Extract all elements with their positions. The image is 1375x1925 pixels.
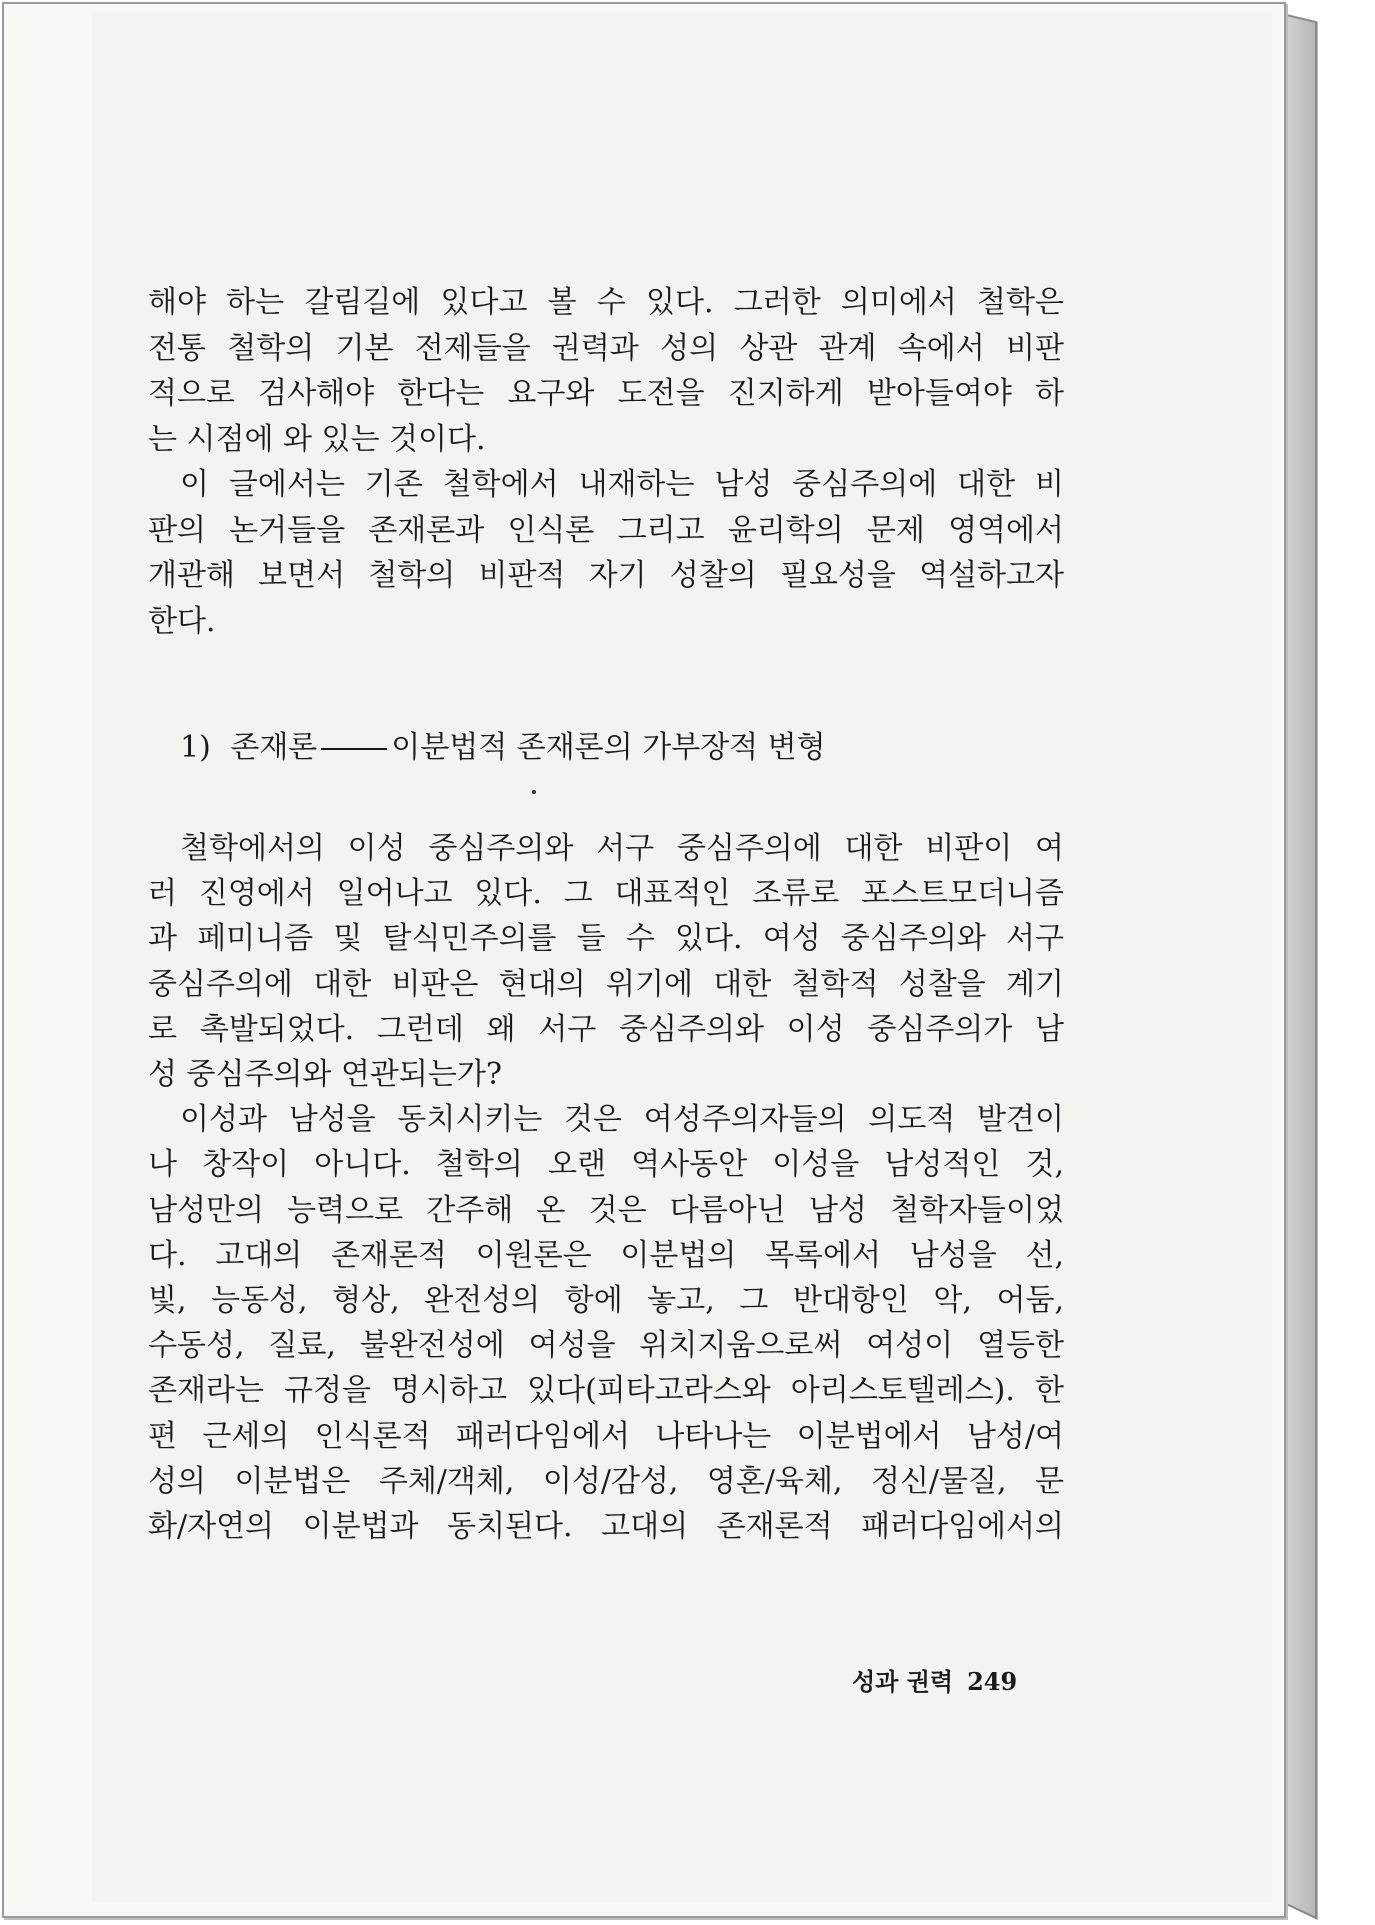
text-line: 해야 하는 갈림길에 있다고 볼 수 있다. 그러한 의미에서 철학은 [148, 285, 1064, 320]
running-title: 성과 권력 [852, 1667, 954, 1696]
page-edge-stack [1282, 4, 1318, 1920]
text-line: 전통 철학의 기본 전제들을 권력과 성의 상관 관계 속에서 비판 [148, 330, 1064, 366]
section-number: 1) [180, 730, 211, 765]
text-line: 적으로 검사해야 한다는 요구와 도전을 진지하게 받아들여야 하 [148, 376, 1064, 411]
text-line: 편 근세의 인식론적 패러다임에서 나타나는 이분법에서 남성/여 [148, 1418, 1064, 1454]
text-line: 과 페미니즘 및 탈식민주의를 들 수 있다. 여성 중심주의와 서구 [148, 921, 1064, 957]
text-line: 러 진영에서 일어나고 있다. 그 대표적인 조류로 포스트모더니즘 [148, 876, 1064, 912]
text-line: 수동성, 질료, 불완전성에 여성을 위치지움으로써 여성이 열등한 [148, 1328, 1064, 1364]
em-dash [321, 748, 387, 750]
text-line: 철학에서의 이성 중심주의와 서구 중심주의에 대한 비판이 여 [180, 831, 1064, 866]
section-title-left: 존재론 [230, 730, 318, 765]
page-footer [852, 1662, 1017, 1697]
section-heading [180, 722, 826, 766]
text-line: 나 창작이 아니다. 철학의 오랜 역사동안 이성을 남성적인 것, [148, 1147, 1064, 1183]
text-line: 성 중심주의와 연관되는가? [148, 1057, 502, 1093]
text-line: 존재라는 규정을 명시하고 있다(피타고라스와 아리스토텔레스). 한 [148, 1373, 1064, 1409]
section-title-right: 이분법적 존재론의 가부장적 변형 [391, 730, 826, 765]
text-line: 성의 이분법은 주체/객체, 이성/감성, 영혼/육체, 정신/물질, 문 [148, 1463, 1064, 1499]
text-line: 로 촉발되었다. 그런데 왜 서구 중심주의와 이성 중심주의가 남 [148, 1011, 1064, 1047]
text-line: 중심주의에 대한 비판은 현대의 위기에 대한 철학적 성찰을 계기 [148, 966, 1064, 1002]
body-text [148, 826, 1064, 1549]
text-line: 한다. [148, 603, 216, 639]
text-line: 판의 논거들을 존재론과 인식론 그리고 윤리학의 문제 영역에서 [148, 512, 1064, 548]
intro-text [148, 280, 1064, 644]
text-line: 화/자연의 이분법과 동치된다. 고대의 존재론적 패러다임에서의 [148, 1509, 1064, 1545]
text-line: 개관해 보면서 철학의 비판적 자기 성찰의 필요성을 역설하고자 [148, 558, 1064, 593]
page-number: 249 [967, 1667, 1018, 1696]
text-line: 이 글에서는 기존 철학에서 내재하는 남성 중심주의에 대한 비 [180, 467, 1064, 502]
ink-speck [532, 790, 536, 794]
text-line: 이성과 남성을 동치시키는 것은 여성주의자들의 의도적 발견이 [180, 1102, 1064, 1138]
text-line: 다. 고대의 존재론적 이원론은 이분법의 목록에서 남성을 선, [148, 1237, 1064, 1273]
text-line: 빛, 능동성, 형상, 완전성의 항에 놓고, 그 반대항인 악, 어둠, [148, 1283, 1064, 1319]
text-line: 남성만의 능력으로 간주해 온 것은 다름아닌 남성 철학자들이었 [148, 1192, 1064, 1228]
text-line: 는 시점에 와 있는 것이다. [148, 421, 486, 457]
